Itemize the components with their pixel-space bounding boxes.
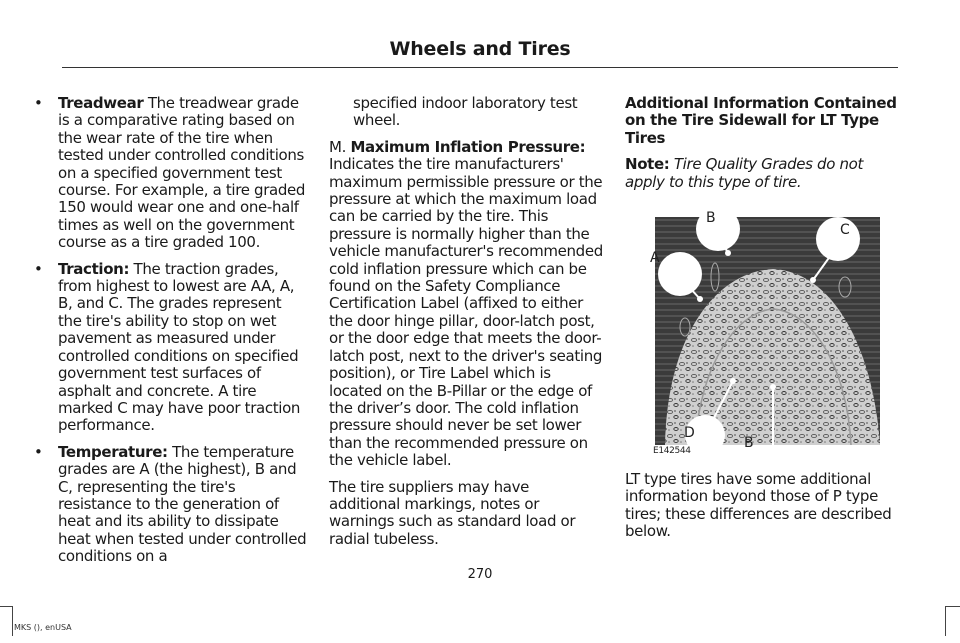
label-d: D — [684, 425, 695, 442]
label-a: A — [650, 250, 660, 267]
max-inflation-paragraph — [329, 139, 603, 470]
tire-suppliers-paragraph: The tire suppliers may have additional markings, notes or warnings such as standard load or radial tubeless. — [329, 477, 576, 548]
corner-mark-bottom-left-v — [12, 606, 13, 636]
treadwear-text: The treadwear grade is a comparative rating based on the wear rate of the tire when tested under controlled conditions on a specified government test course. For example, a tire graded 150 would wear one and one-half times as well on the government course as a tire graded 100. — [58, 94, 306, 252]
corner-mark-bottom-right-v — [945, 606, 946, 636]
column-2 — [329, 95, 603, 557]
corner-mark-bottom-right-h — [945, 606, 960, 607]
note-label: Note: — [625, 155, 670, 174]
corner-mark-bottom-left-h — [0, 606, 13, 607]
column-3 — [625, 95, 900, 550]
max-inflation-text: Indicates the tire manufacturers' maximum permissible pressure or the pressure at which the maximum load can be carried by the tire. This pressure is normally higher than the vehicle manufacturer's recommended cold inflation pressure which can be found on the Safety Compliance Certification Label (affixed to either the door hinge pillar, door-latch post, or the door edge that meets the door-latch post, next to the driver's seating position), or Tire Label which is located on the B-Pillar or the edge of the driver’s door. The cold inflation pressure should never be set lower than the recommended pressure on the vehicle label. — [329, 155, 603, 470]
bullet-traction — [34, 261, 308, 435]
label-c: C — [840, 222, 850, 239]
bullet-mark: • — [34, 442, 43, 461]
label-b-top: B — [706, 210, 716, 227]
column-1 — [34, 95, 308, 575]
figure-code: E142544 — [653, 445, 691, 456]
page-header-title: Wheels and Tires — [389, 38, 571, 60]
page-number: 270 — [467, 567, 493, 582]
bullet-mark: • — [34, 94, 43, 112]
label-b-bottom: B — [744, 435, 754, 452]
footer-code: MKS (), enUSA — [14, 623, 72, 632]
temperature-label: Temperature: — [58, 442, 168, 461]
lt-tires-heading: Additional Information Contained on the Tire Sidewall for LT Type Tires — [625, 94, 897, 147]
tire-sidewall-illustration — [655, 217, 880, 445]
m-prefix: M. — [329, 137, 351, 156]
traction-text: The traction grades, from highest to lowest are AA, A, B, and C. The grades represent the tire's ability to stop on wet pavement as measured under controlled conditions on specified government test surfaces of asphalt and concrete. A tire marked C may have poor traction performance. — [58, 259, 301, 435]
temperature-continuation: specified indoor laboratory test wheel. — [353, 94, 578, 130]
max-inflation-label: Maximum Inflation Pressure: — [350, 137, 586, 156]
header-rule — [62, 67, 898, 68]
bullet-treadwear — [34, 95, 308, 252]
bullet-temperature — [34, 444, 308, 566]
traction-label: Traction: — [58, 259, 130, 278]
note-paragraph — [625, 156, 900, 191]
treadwear-label: Treadwear — [58, 94, 144, 112]
temperature-text: The temperature grades are A (the highest), B and C, representing the tire's resistance to the generation of heat and its ability to dissipate heat when tested under controlled conditions on a — [58, 442, 307, 566]
tire-sidewall-figure — [650, 210, 880, 456]
bullet-mark: • — [34, 259, 43, 278]
lt-tires-paragraph: LT type tires have some additional information beyond those of P type tires; these differences are described below. — [625, 470, 892, 541]
note-text: Tire Quality Grades do not apply to this type of tire. — [625, 155, 863, 191]
